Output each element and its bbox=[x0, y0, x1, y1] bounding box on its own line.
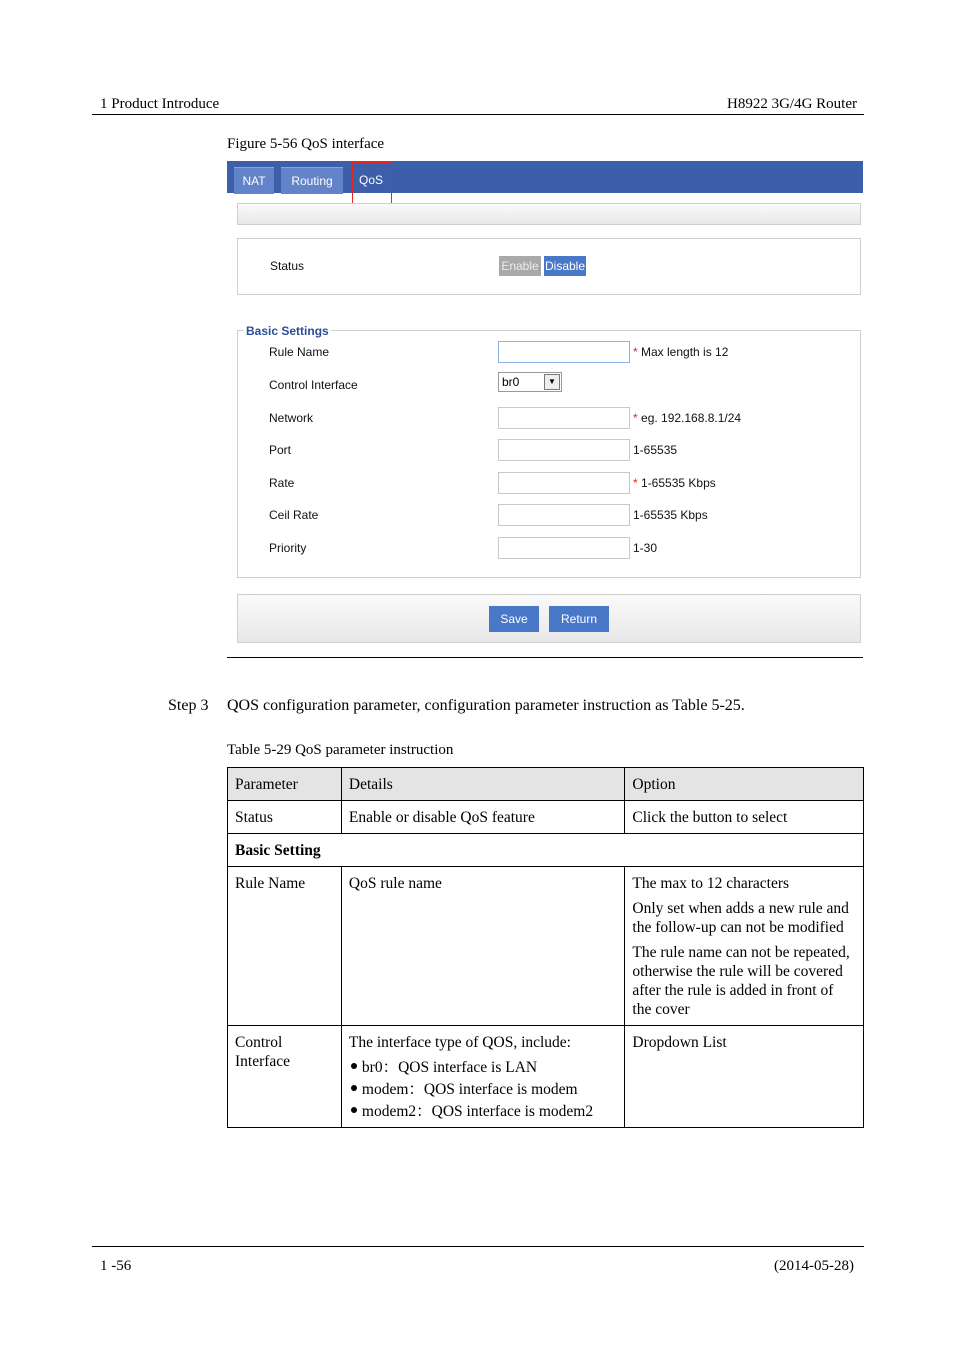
ceil-rate-hint: 1-65535 Kbps bbox=[633, 508, 708, 522]
header-parameter: Parameter bbox=[228, 768, 342, 801]
priority-label: Priority bbox=[269, 541, 307, 555]
header-left: 1 Product Introduce bbox=[100, 96, 220, 112]
top-strip bbox=[237, 203, 861, 225]
basic-settings-legend: Basic Settings bbox=[246, 324, 329, 338]
enable-button[interactable]: Enable bbox=[499, 256, 541, 276]
header-right: H8922 3G/4G Router bbox=[727, 96, 857, 112]
required-star: * bbox=[633, 476, 638, 490]
return-button[interactable]: Return bbox=[549, 606, 609, 632]
rule-name-label: Rule Name bbox=[269, 345, 330, 359]
disable-button[interactable]: Disable bbox=[544, 256, 586, 276]
required-star: * bbox=[633, 411, 638, 425]
footer-date: (2014-05-28) bbox=[774, 1258, 854, 1274]
control-interface-value: br0 bbox=[502, 375, 520, 389]
qos-tab-highlight bbox=[352, 162, 392, 207]
priority-input[interactable] bbox=[498, 537, 630, 559]
priority-hint: 1-30 bbox=[633, 541, 658, 555]
qos-parameter-table bbox=[227, 767, 864, 1128]
control-interface-label: Control Interface bbox=[269, 378, 358, 392]
table-section-row bbox=[228, 834, 864, 867]
network-input[interactable] bbox=[498, 407, 630, 429]
port-label: Port bbox=[269, 443, 292, 457]
rule-name-option-2: Only set when adds a new rule and the follow-up can not be modified bbox=[632, 900, 849, 936]
list-item: modem：QOS interface is modem bbox=[349, 1080, 617, 1099]
status-details: Enable or disable QoS feature bbox=[341, 801, 624, 834]
rate-label: Rate bbox=[269, 476, 295, 490]
rule-name-options bbox=[625, 867, 864, 1026]
rate-input[interactable] bbox=[498, 472, 630, 494]
header-option: Option bbox=[625, 768, 864, 801]
figure-divider bbox=[227, 657, 863, 658]
status-option: Click the button to select bbox=[625, 801, 864, 834]
control-interface-option: Dropdown List bbox=[625, 1026, 864, 1128]
ceil-rate-input[interactable] bbox=[498, 504, 630, 526]
save-button[interactable]: Save bbox=[489, 606, 539, 632]
section-title: Basic Setting bbox=[228, 834, 864, 867]
header-details: Details bbox=[341, 768, 624, 801]
rule-name-hint: * Max length is 12 bbox=[633, 345, 729, 359]
table-caption: Table 5-29 QoS parameter instruction bbox=[227, 742, 454, 758]
bullet-icon bbox=[351, 1107, 357, 1113]
bullet-icon bbox=[351, 1063, 357, 1069]
table-header-row bbox=[228, 768, 864, 801]
figure-caption: Figure 5-56 QoS interface bbox=[227, 136, 385, 152]
control-interface-intro: The interface type of QOS, include: bbox=[348, 1034, 571, 1051]
required-star: * bbox=[633, 345, 638, 359]
rate-hint: * 1-65535 Kbps bbox=[633, 476, 716, 490]
port-hint: 1-65535 bbox=[633, 443, 678, 457]
header-divider bbox=[92, 114, 864, 115]
page-number: 1 -56 bbox=[100, 1258, 132, 1274]
table-row bbox=[228, 1026, 864, 1128]
tab-bar bbox=[227, 161, 863, 193]
control-interface-select[interactable] bbox=[498, 372, 562, 392]
rule-name-option-3: The rule name can not be repeated, otherwise the rule will be covered after the rule is added in front of the cover bbox=[632, 944, 850, 1018]
step-text: QOS configuration parameter, configuration parameter instruction as Table 5-25. bbox=[227, 697, 745, 714]
bullet-icon bbox=[351, 1085, 357, 1091]
footer-divider bbox=[92, 1246, 864, 1247]
list-item: br0：QOS interface is LAN bbox=[349, 1058, 617, 1077]
control-interface-parameter: Control Interface bbox=[228, 1026, 342, 1128]
qos-interface-figure bbox=[227, 161, 863, 643]
network-label: Network bbox=[269, 411, 314, 425]
network-hint: * eg. 192.168.8.1/24 bbox=[633, 411, 742, 425]
rule-name-input[interactable] bbox=[498, 341, 630, 363]
button-bar bbox=[237, 594, 861, 643]
table-row bbox=[228, 801, 864, 834]
status-label: Status bbox=[270, 259, 305, 273]
rule-name-details: QoS rule name bbox=[341, 867, 624, 1026]
tab-nat[interactable]: NAT bbox=[234, 167, 274, 194]
tab-routing[interactable]: Routing bbox=[281, 167, 343, 194]
ceil-rate-label: Ceil Rate bbox=[269, 508, 319, 522]
status-parameter: Status bbox=[228, 801, 342, 834]
port-input[interactable] bbox=[498, 439, 630, 461]
chevron-down-icon[interactable]: ▼ bbox=[544, 374, 560, 390]
status-panel bbox=[237, 238, 861, 295]
rule-name-parameter: Rule Name bbox=[228, 867, 342, 1026]
control-interface-details bbox=[341, 1026, 624, 1128]
tab-qos[interactable]: QoS bbox=[351, 167, 391, 193]
list-item: modem2：QOS interface is modem2 bbox=[349, 1102, 617, 1121]
rule-name-option-1: The max to 12 characters bbox=[632, 875, 790, 892]
table-row bbox=[228, 867, 864, 1026]
step-label: Step 3 bbox=[168, 697, 209, 714]
